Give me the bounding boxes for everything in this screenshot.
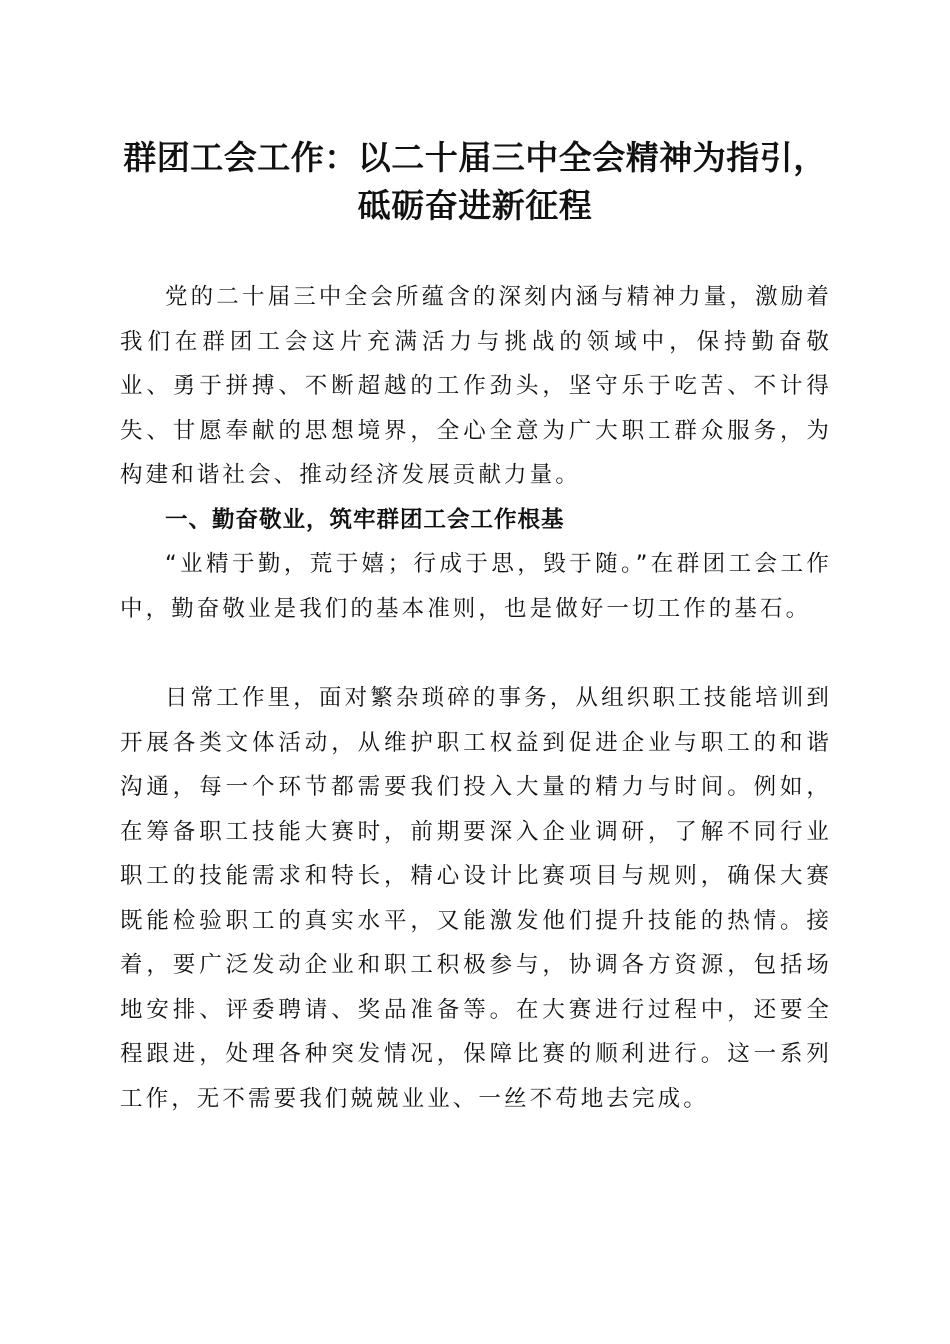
document-title-line-1: 群团工会工作：以二十届三中全会精神为指引， xyxy=(123,138,827,177)
section1-paragraph-1: “业精于勤，荒于嬉；行成于思，毁于随。”在群团工会工作中，勤奋敬业是我们的基本准则，也是做好一切工作的基石。 xyxy=(120,551,832,622)
document-title-line-2: 砥砺奋进新征程 xyxy=(357,186,593,225)
section-heading-1: 一、勤奋敬业，筑牢群团工会工作根基 xyxy=(165,507,565,533)
intro-paragraph: 党的二十届三中全会所蕴含的深刻内涵与精神力量，激励着我们在群团工会这片充满活力与挑战的领域中，保持勤奋敬业、勇于拼搏、不断超越的工作劲头，坚守乐于吃苦、不计得失、甘愿奉献的思想境界，全心全意为广大职工群众服务，为构建和谐社会、推动经济发展贡献力量。 xyxy=(120,284,832,488)
section1-paragraph-2: 日常工作里，面对繁杂琐碎的事务，从组织职工技能培训到开展各类文体活动，从维护职工权益到促进企业与职工的和谐沟通，每一个环节都需要我们投入大量的精力与时间。例如，在筹备职工技能大赛时，前期要深入企业调研，了解不同行业职工的技能需求和特长，精心设计比赛项目与规则，确保大赛既能检验职工的真实水平，又能激发他们提升技能的热情。接着，要广泛发动企业和职工积极参与，协调各方资源，包括场地安排、评委聘请、奖品准备等。在大赛进行过程中，还要全程跟进，处理各种突发情况，保障比赛的顺利进行。这一系列工作，无不需要我们兢兢业业、一丝不苟地去完成。 xyxy=(120,685,832,1112)
